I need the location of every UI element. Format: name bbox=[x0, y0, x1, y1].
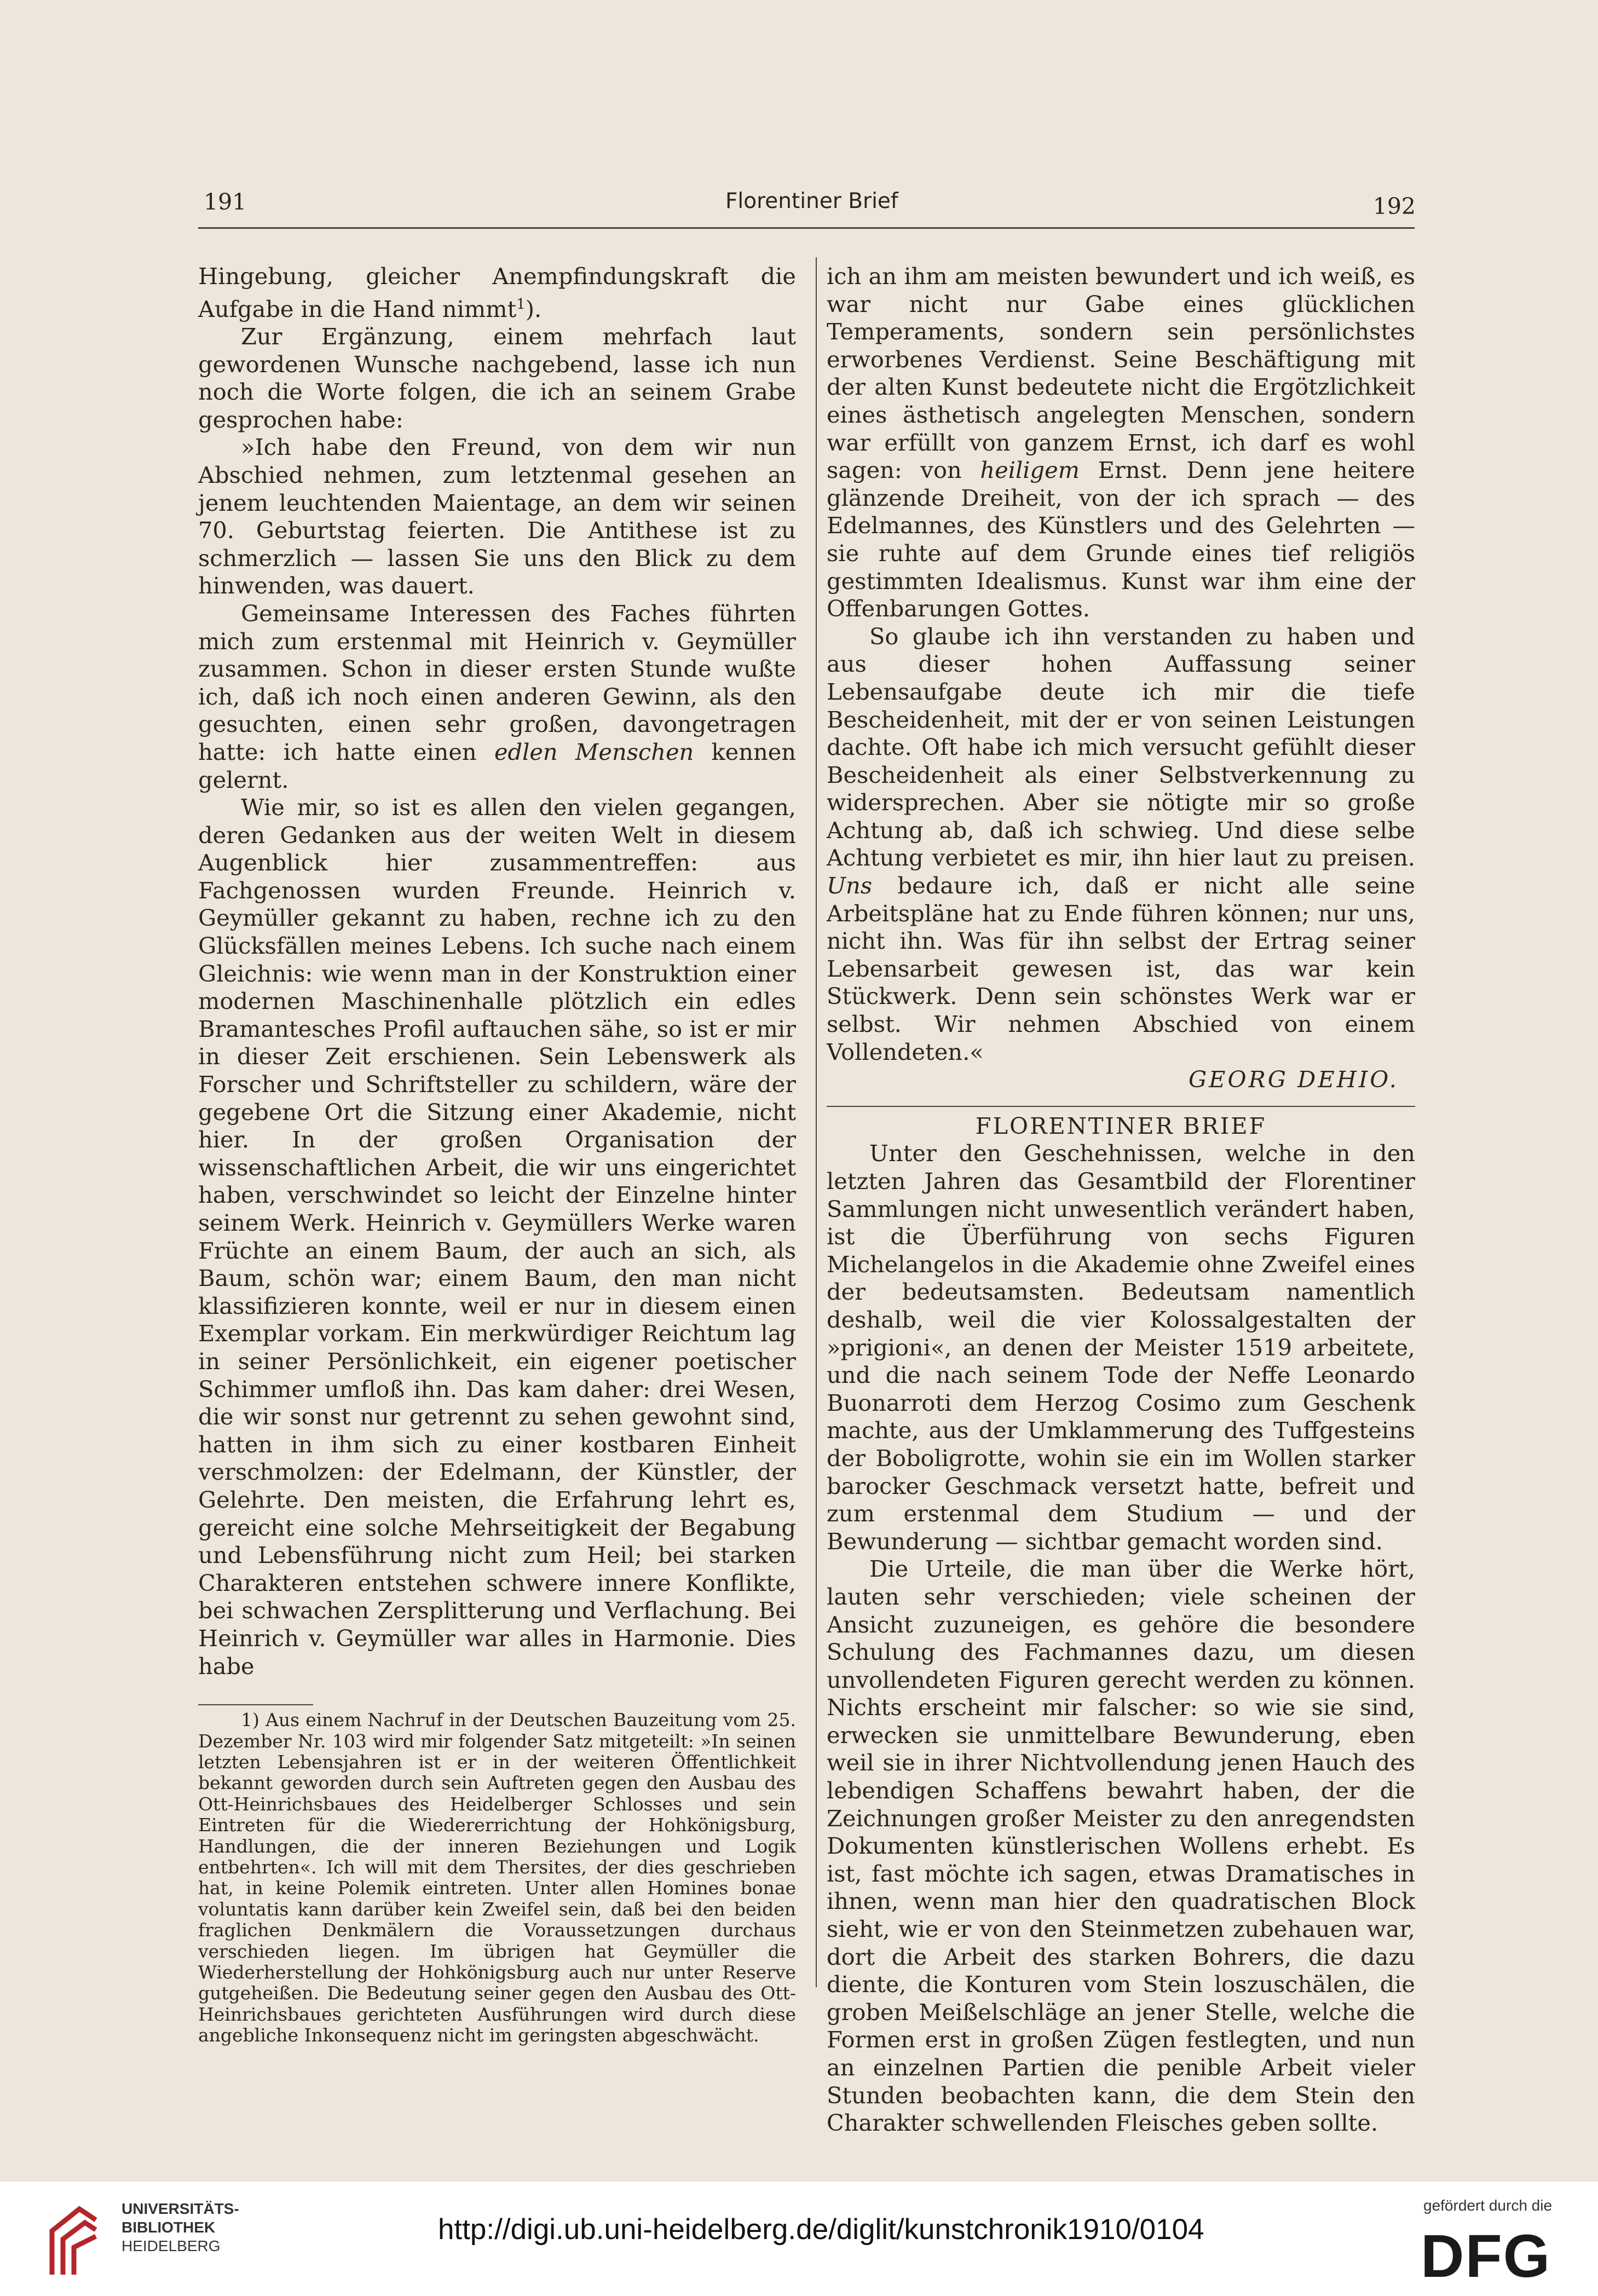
paragraph: Unter den Geschehnissen, welche in den letzten Jahren das Gesamtbild der Florentiner Sammlungen nicht unwesentlich verändert haben, ist die Überführung von sechs Figuren Michelangelos in die Akademie ohne Zweifel eines der bedeutsamsten. Bedeutsam namentlich deshalb, weil die vier Kolossalgestalten der »prigioni«, an denen der Meister 1519 arbeitete, und die nach seinem Tode der Neffe Leonardo Buonarroti dem Herzog Cosimo zum Geschenk machte, aus der Umklammerung des Tuffgesteins der Boboligrotte, wohin sie ein im Wollen starker barocker Geschmack versetzt hatte, befreit und zum erstenmal dem Studium — und der Bewunderung — sichtbar gemacht worden sind. bbox=[827, 1140, 1415, 1555]
library-name-line: HEIDELBERG bbox=[122, 2237, 221, 2254]
text: ich an ihm am meisten bewundert und ich weiß, es war nicht nur Gabe eines glücklichen Temperaments, sondern sein persönlichstes erworbenes Verdienst. Seine Beschäftigung mit der alten Kunst bedeutete nicht die Ergötzlichkeit eines ästhetisch angelegten Menschen, sondern war erfüllt von ganzem Ernst, ich darf es wohl sagen: von bbox=[827, 263, 1415, 484]
paragraph: Die Urteile, die man über die Werke hört, lauten sehr verschieden; viele scheinen der Ansicht zuzuneigen, es gehöre die besondere Schulung des Fachmannes dazu, um diesen unvollendeten Figuren gerecht werden zu können. Nichts erscheint mir falscher: so wie sie sind, erwecken sie unmittelbare Bewunderung, eben weil sie in ihrer Nichtvollendung jenen Hauch des lebendigen Schaffens bewahrt haben, der die Zeichnungen großer Meister zu den anregendsten Dokumenten künstlerischen Wollens erhebt. Es ist, fast möchte ich sagen, etwas Dramatisches in ihnen, wenn man hier den quadratischen Block sieht, wie er von den Steinmetzen zubehauen war, dort die Arbeit des starken Bohrers, die dazu diente, die Konturen vom Stein loszuschälen, die groben Meißelschläge an jener Stelle, welche die Formen erst in großen Zügen festlegten, und nun an einzelnen Partien die penible Arbeit vieler Stunden beobachten kann, die dem Stein den Charakter schwellenden Fleisches geben sollte. bbox=[827, 1555, 1415, 2137]
signature: GEORG DEHIO. bbox=[1189, 1066, 1399, 1093]
column-divider bbox=[816, 257, 817, 1987]
paragraph bbox=[827, 263, 1415, 623]
footnote bbox=[198, 1710, 796, 2046]
paragraph: »Ich habe den Freund, von dem wir nun Abschied nehmen, zum letztenmal gesehen an jenem leuchtenden Maientage, an dem wir seinen 70. Geburtstag feierten. Die Antithese ist zu schmerzlich — lassen Sie uns den Blick zu dem hinwenden, was dauert. bbox=[198, 434, 796, 599]
library-logo-icon bbox=[41, 2198, 107, 2280]
section-rule bbox=[827, 1106, 1415, 1107]
library-name-line: UNIVERSITÄTS- bbox=[122, 2200, 239, 2217]
text: Ernst. Denn jene heitere glänzende Dreiheit, von der ich sprach — des Edelmannes, des Künstlers und des Gelehrten — sie ruhte auf dem Grunde eines tief religiös gestimmten Idealismus. Kunst war ihm eine der Offenbarungen Gottes. bbox=[827, 457, 1415, 622]
left-column bbox=[198, 263, 796, 2046]
right-column bbox=[827, 263, 1415, 2137]
header-rule bbox=[198, 227, 1415, 229]
source-url-link[interactable]: http://digi.ub.uni-heidelberg.de/diglit/kunstchronik1910/0104 bbox=[438, 2213, 1204, 2246]
text: ). bbox=[525, 295, 542, 322]
text: bedaure ich, daß er nicht alle seine Arbeitspläne hat zu Ende führen können; nur uns, nicht ihn. Was für ihn selbst der Ertrag seiner Lebensarbeit gewesen ist, das war kein Stückwerk. Denn sein schönstes Werk war er selbst. Wir nehmen Abschied von einem Vollendeten.« bbox=[827, 872, 1415, 1065]
paragraph: Zur Ergänzung, einem mehrfach laut gewordenen Wunsche nachgebend, lasse ich nun noch die Worte folgen, die ich an seinem Grabe gesprochen habe: bbox=[198, 323, 796, 433]
footnote-ref: 1 bbox=[516, 296, 526, 313]
text: kennen gelernt. bbox=[198, 738, 796, 793]
text: So glaube ich ihn verstanden zu haben und aus dieser hohen Auffassung seiner Lebensaufgabe deute ich mir die tiefe Bescheidenheit, mit der er von seinen Leistungen dachte. Oft habe ich mich versucht gefühlt dieser Bescheidenheit als einer Selbstverkennung zu widersprechen. Aber sie nötigte mir so große Achtung ab, daß ich schwieg. Und diese selbe Achtung verbietet es mir, ihn hier laut zu preisen. bbox=[827, 622, 1415, 872]
library-name-line: BIBLIOTHEK bbox=[122, 2219, 216, 2236]
funding-caption: gefördert durch die bbox=[1423, 2197, 1553, 2214]
page-number-left: 191 bbox=[204, 189, 247, 215]
footnote-rule bbox=[198, 1704, 313, 1705]
paragraph: Wie mir, so ist es allen den vielen gegangen, deren Gedanken aus der weiten Welt in diesem Augenblick hier zusammentreffen: aus Fachgenossen wurden Freunde. Heinrich v. Geymüller gekannt zu haben, rechne ich zu den Glücksfällen meines Lebens. Ich suche nach einem Gleichnis: wie wenn man in der Konstruktion einer modernen Maschinenhalle plötzlich ein edles Bramantesches Profil auftauchen sähe, so ist er mir in dieser Zeit erschienen. Sein Lebenswerk als Forscher und Schriftsteller zu schildern, wäre der gegebene Ort die Sitzung einer Akademie, nicht hier. In der großen Organisation der wissenschaftlichen Arbeit, die wir uns eingerichtet haben, verschwindet so leicht der Einzelne hinter seinem Werk. Heinrich v. Geymüllers Werke waren Früchte an einem Baum, der auch an sich, als Baum, schön war; einem Baum, den man nicht klassifizieren konnte, weil er nur in diesem einen Exemplar vorkam. Ein merkwürdiger Reichtum lag in seiner Persönlichkeit, ein eigener poetischer Schimmer umfloß ihn. Das kam daher: drei Wesen, die wir sonst nur getrennt zu sehen gewohnt sind, hatten in ihm sich zu einer kostbaren Einheit verschmolzen: der Edelmann, der Künstler, der Gelehrte. Den meisten, die Erfahrung lehrt es, gereicht eine solche Mehrseitigkeit der Begabung und Lebensführung nicht zum Heil; bei starken Charakteren entstehen schwere innere Konflikte, bei schwachen Zersplitterung und Verflachung. Bei Heinrich v. Geymüller war alles in Harmonie. Dies habe bbox=[198, 794, 796, 1680]
section-title: FLORENTINER BRIEF bbox=[975, 1112, 1267, 1139]
paragraph bbox=[198, 600, 796, 794]
emphasis: edlen Menschen bbox=[494, 738, 694, 765]
emphasis: heiligem bbox=[980, 457, 1080, 484]
emphasis: Uns bbox=[827, 872, 872, 899]
digitization-footer bbox=[0, 2182, 1598, 2296]
paragraph bbox=[827, 623, 1415, 1066]
signature-line bbox=[827, 1066, 1415, 1094]
footnote-text: Aus einem Nachruf in der Deutschen Bauzeitung vom 25. Dezember Nr. 103 wird mir folgender Satz mitgeteilt: »In seinen letzten Lebensjahren ist er in der weiteren Öffentlichkeit bekannt geworden durch sein Auftreten gegen den Ausbau des Ott-Heinrichsbaues des Heidelberger Schlosses und sein Eintreten für die Wiedererrichtung der Hohkönigsburg, Handlungen, die der inneren Beziehungen und Logik entbehrten«. Ich will mit dem Thersites, der dies geschrieben hat, in keine Polemik eintreten. Unter allen Homines bonae voluntatis kann darüber kein Zweifel sein, daß bei den beiden fraglichen Denkmälern die Voraussetzungen durchaus verschieden liegen. Im übrigen hat Geymüller die Wiederherstellung der Hohkönigsburg auch nur unter Reserve gutgeheißen. Die Bedeutung seiner gegen den Ausbau des Ott-Heinrichsbaues gerichteten Ausführungen wird durch diese angebliche Inkonsequenz nicht im geringsten abgeschwächt. bbox=[198, 1709, 796, 2046]
text: Gemeinsame Interessen des Faches führten mich zum erstenmal mit Heinrich v. Geymüller zusammen. Schon in dieser ersten Stunde wußte ich, daß ich noch einen anderen Gewinn, als den gesuchten, einen sehr großen, davongetragen hatte: ich hatte einen bbox=[198, 599, 796, 765]
paragraph bbox=[198, 263, 796, 323]
text: Hingebung, gleicher Anempfindungskraft die Aufgabe in die Hand nimmt bbox=[198, 263, 796, 322]
library-name bbox=[122, 2200, 239, 2255]
page-number-right: 192 bbox=[1372, 193, 1416, 220]
dfg-logo: DFG bbox=[1421, 2223, 1551, 2290]
footnote-number: 1) bbox=[241, 1709, 259, 1731]
running-title: Florentiner Brief bbox=[725, 189, 898, 214]
